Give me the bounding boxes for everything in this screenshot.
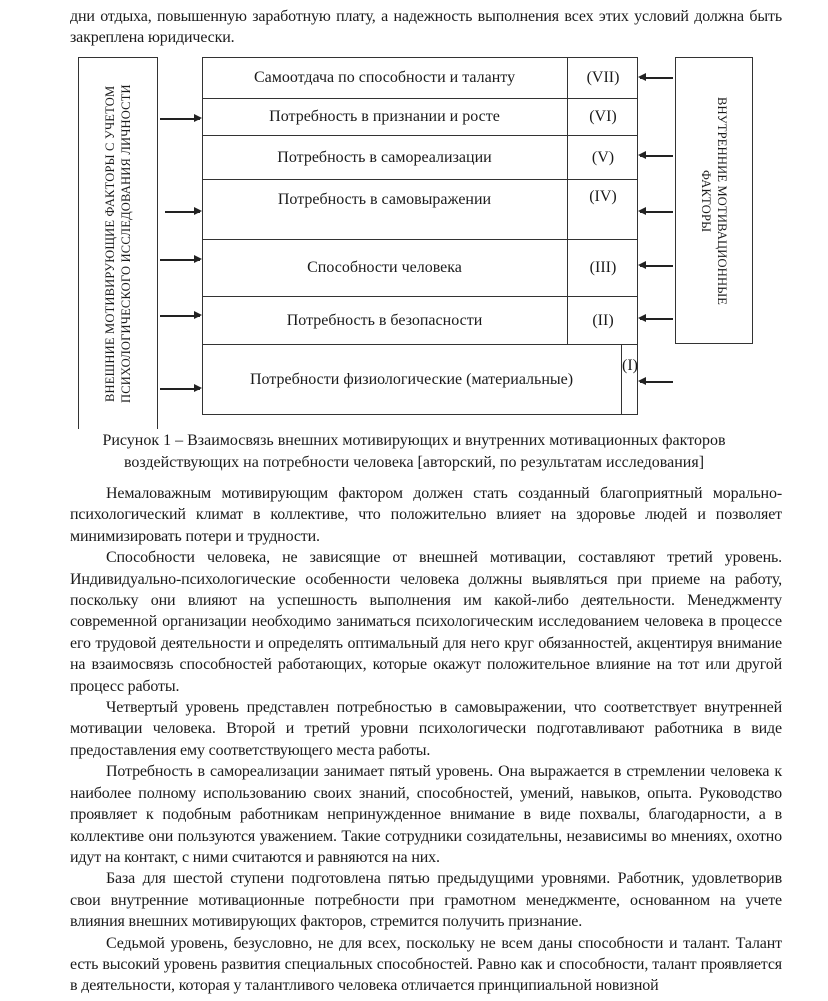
body-text — [70, 483, 782, 997]
level-row: Потребность в самовыражении (IV) — [202, 180, 638, 240]
level-row: Потребности физиологические (материальные) (I) — [202, 345, 638, 415]
arrow-right-icon — [160, 388, 200, 390]
level-row: Потребность в самореализации (V) — [202, 136, 638, 180]
arrow-left-icon — [640, 155, 673, 157]
arrow-right-icon — [160, 118, 200, 120]
arrow-left-icon — [640, 318, 673, 320]
internal-factors-box — [675, 57, 753, 344]
body-paragraph: Потребность в самореализации занимает пятый уровень. Она выражается в стремлении человека к наиболее полному использованию своих знаний, способностей, умений, навыков, опыта. Руководство проявляет к подобным работникам непринужденное внимание в виде похвалы, благодарности, а в коллективе они пользуются уважением. Такие сотрудники созидательны, независимы во мнениях, охотно идут на контакт, с ними считаются и равняются на них. — [70, 763, 782, 866]
arrow-right-icon — [165, 211, 200, 213]
internal-factors-label: ВНУТРЕННИЕ МОТИВАЦИОННЫЕ ФАКТОРЫ — [699, 96, 729, 306]
body-paragraph: База для шестой ступени подготовлена пятью предыдущими уровнями. Работник, удовлетворив свои внутренние мотивационные потребности при грамотном менеджменте, основанном на учете влияния внешних мотивирующих факторов, стремится получить признание. — [70, 870, 782, 931]
level-row: Способности человека (III) — [202, 240, 638, 297]
level-row: Самоотдача по способности и таланту (VII) — [202, 57, 638, 99]
level-row: Потребность в безопасности (II) — [202, 297, 638, 345]
body-paragraph: Способности человека, не зависящие от внешней мотивации, составляют третий уровень. Индивидуально-психологические особенности человека должны выявляться при приеме на работу, поскольку они влияют на успешность выполнения им какой-либо деятельности. Менеджменту современной организации необходимо заниматься психологическим исследованием человека в процессе его трудовой деятельности и определять оптимальный для него круг обязанностей, акцентируя внимание на взаимосвязь способностей работающих, которые окажут положительное влияние на тот или другой процесс работы. — [70, 549, 782, 695]
body-paragraph: Четвертый уровень представлен потребностью в самовыражении, что соответствует внутренней мотивации человека. Второй и третий уровни психологически подготавливают работника в виде предоставления ему соответствующего места работы. — [70, 699, 782, 759]
external-factors-label: ВНЕШНИЕ МОТИВИРУЮЩИЕ ФАКТОРЫ С УЧЕТОМ ПСИХОЛОГИЧЕСКОГО ИССЛЕДОВАНИЯ ЛИЧНОСТИ — [103, 84, 133, 403]
external-factors-box — [78, 57, 158, 429]
arrow-right-icon — [160, 259, 200, 261]
level-row: Потребность в признании и росте (VI) — [202, 99, 638, 136]
body-paragraph: Седьмой уровень, безусловно, не для всех, поскольку не всем даны способности и талант. Талант есть высокий уровень развития специальных способностей. Равно как и способности, талант проявляется в деятельности, которая у талантливого человека отличается принципиальной новизной — [70, 934, 782, 995]
figure-caption: Рисунок 1 – Взаимосвязь внешних мотивирующих и внутренних мотивационных факторов воздействующих на потребности человека [авторский, по результатам исследования] — [102, 432, 726, 471]
arrow-left-icon — [640, 77, 673, 79]
body-paragraph: Немаловажным мотивирующим фактором должен стать созданный благоприятный морально-психологический климат в коллективе, что положительно влияет на здоровье людей и позволяет минимизировать потери и трудности. — [70, 485, 782, 545]
arrow-left-icon — [640, 211, 673, 213]
intro-paragraph: дни отдыха, повышенную заработную плату, а надежность выполнения всех этих условий должна быть закреплена юридически. — [70, 8, 782, 47]
arrow-left-icon — [640, 381, 673, 383]
arrow-left-icon — [640, 265, 673, 267]
arrow-right-icon — [160, 315, 200, 317]
